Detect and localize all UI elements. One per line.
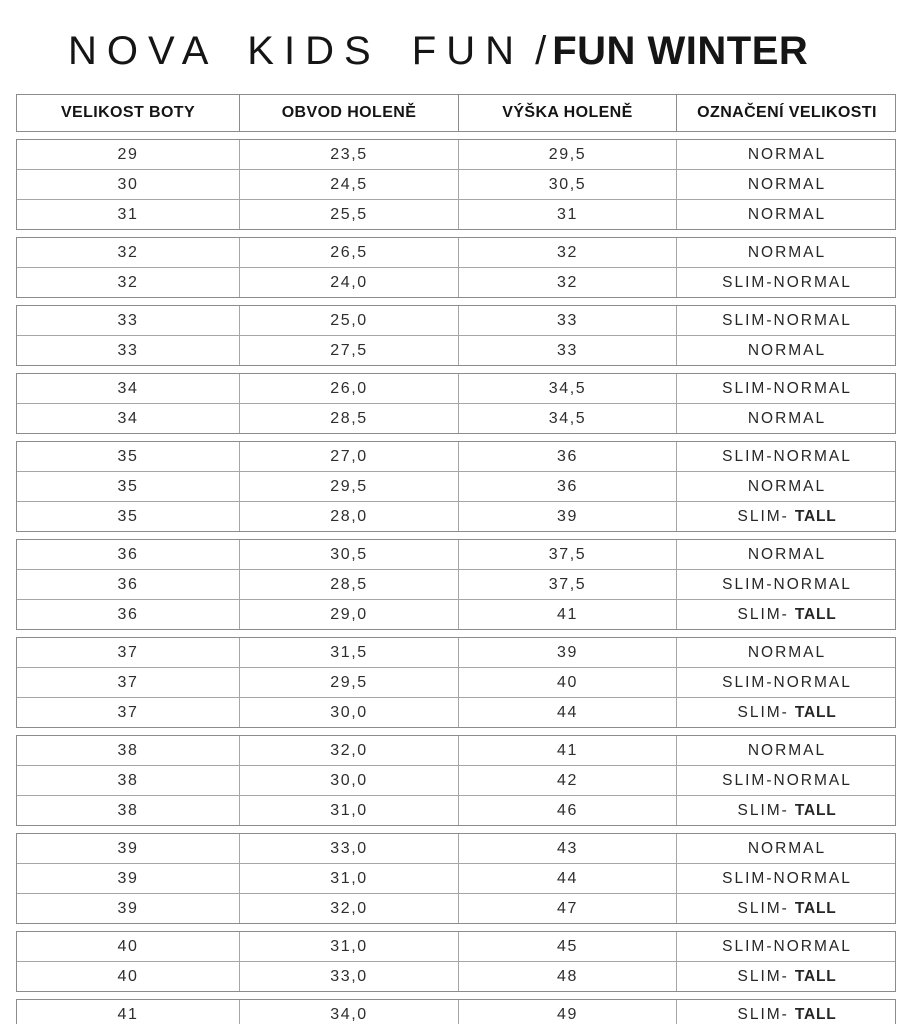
calf-height-cell: 37,5 (458, 540, 676, 569)
calf-height-cell: 34,5 (458, 404, 676, 433)
size-designation-cell (676, 736, 897, 765)
calf-circumference-cell: 30,5 (239, 540, 458, 569)
size-designation-cell (676, 600, 897, 629)
shoe-size-cell: 37 (117, 673, 139, 691)
calf-circumference-cell: 28,0 (239, 502, 458, 531)
size-designation-cell (676, 796, 897, 825)
size-designation-cell (676, 962, 897, 991)
size-designation-cell (676, 932, 897, 961)
size-group (16, 539, 896, 630)
calf-circumference-cell: 24,5 (239, 170, 458, 199)
table-row (17, 169, 895, 199)
shoe-size-cell: 39 (117, 899, 139, 917)
size-designation-bold-text: TALL (794, 507, 837, 525)
calf-height-cell: 44 (458, 698, 676, 727)
size-designation-text: SLIM- (737, 703, 789, 721)
calf-circumference-cell: 27,5 (239, 336, 458, 365)
size-designation-cell (676, 268, 897, 297)
size-designation-text: SLIM-NORMAL (722, 575, 852, 593)
size-designation-text: SLIM- (737, 507, 789, 525)
calf-circumference-cell: 27,0 (239, 442, 458, 471)
header-shoe-size: VELIKOST BOTY (60, 104, 196, 121)
calf-circumference-cell: 23,5 (239, 140, 458, 169)
title-model: FUN WINTER (552, 29, 809, 73)
calf-height-cell: 46 (458, 796, 676, 825)
table-row (17, 795, 895, 825)
shoe-size-cell: 38 (117, 771, 139, 789)
size-group (16, 999, 896, 1024)
header-calf-height: VÝŠKA HOLENĚ (458, 95, 676, 131)
calf-height-cell: 39 (458, 638, 676, 667)
calf-height-cell: 49 (458, 1000, 676, 1024)
calf-circumference-cell: 34,0 (239, 1000, 458, 1024)
size-designation-text: NORMAL (747, 741, 827, 759)
shoe-size-cell: 36 (117, 605, 139, 623)
size-designation-bold-text: TALL (794, 967, 837, 985)
shoe-size-cell: 38 (117, 801, 139, 819)
shoe-size-cell: 29 (117, 145, 139, 163)
size-group (16, 237, 896, 298)
size-designation-text: SLIM-NORMAL (722, 447, 852, 465)
calf-height-cell: 48 (458, 962, 676, 991)
shoe-size-cell: 35 (117, 507, 139, 525)
size-designation-bold-text: TALL (794, 899, 837, 917)
size-designation-cell (676, 404, 897, 433)
table-header-row (16, 94, 896, 132)
title-brand: NOVA KIDS FUN (68, 29, 524, 73)
table-body (16, 139, 896, 1024)
page-title (0, 0, 923, 72)
calf-circumference-cell: 33,0 (239, 962, 458, 991)
size-group (16, 373, 896, 434)
size-table (16, 94, 896, 1024)
table-row (17, 932, 895, 961)
calf-height-cell: 45 (458, 932, 676, 961)
shoe-size-cell: 35 (117, 477, 139, 495)
calf-height-cell: 41 (458, 736, 676, 765)
shoe-size-cell: 33 (117, 341, 139, 359)
shoe-size-cell: 34 (117, 379, 139, 397)
calf-circumference-cell: 31,0 (239, 932, 458, 961)
table-row (17, 238, 895, 267)
size-designation-text: SLIM- (737, 967, 789, 985)
calf-circumference-cell: 29,0 (239, 600, 458, 629)
size-designation-text: NORMAL (747, 243, 827, 261)
size-designation-cell (676, 570, 897, 599)
shoe-size-cell: 34 (117, 409, 139, 427)
calf-height-cell: 44 (458, 864, 676, 893)
size-designation-text: NORMAL (747, 545, 827, 563)
size-designation-cell (676, 442, 897, 471)
calf-height-cell: 36 (458, 442, 676, 471)
size-designation-cell (676, 306, 897, 335)
size-designation-cell (676, 336, 897, 365)
size-designation-cell (676, 894, 897, 923)
table-row (17, 335, 895, 365)
shoe-size-cell: 38 (117, 741, 139, 759)
size-group (16, 441, 896, 532)
calf-height-cell: 37,5 (458, 570, 676, 599)
calf-circumference-cell: 25,0 (239, 306, 458, 335)
size-group (16, 833, 896, 924)
calf-circumference-cell: 28,5 (239, 404, 458, 433)
calf-circumference-cell: 26,5 (239, 238, 458, 267)
size-designation-text: SLIM-NORMAL (722, 937, 852, 955)
shoe-size-cell: 30 (117, 175, 139, 193)
calf-height-cell: 32 (458, 238, 676, 267)
size-designation-text: SLIM-NORMAL (722, 869, 852, 887)
shoe-size-cell: 40 (117, 937, 139, 955)
calf-height-cell: 42 (458, 766, 676, 795)
calf-circumference-cell: 30,0 (239, 698, 458, 727)
table-row (17, 306, 895, 335)
calf-circumference-cell: 31,0 (239, 796, 458, 825)
shoe-size-cell: 41 (117, 1005, 139, 1023)
size-designation-cell (676, 200, 897, 229)
calf-circumference-cell: 32,0 (239, 894, 458, 923)
size-designation-bold-text: TALL (794, 703, 837, 721)
shoe-size-cell: 36 (117, 545, 139, 563)
size-designation-text: NORMAL (747, 145, 827, 163)
size-designation-cell (676, 502, 897, 531)
shoe-size-cell: 37 (117, 643, 139, 661)
size-designation-text: SLIM-NORMAL (722, 273, 852, 291)
calf-circumference-cell: 29,5 (239, 668, 458, 697)
size-group (16, 931, 896, 992)
table-row (17, 599, 895, 629)
size-designation-cell (676, 638, 897, 667)
header-size-designation: OZNAČENÍ VELIKOSTI (676, 95, 897, 131)
calf-circumference-cell: 28,5 (239, 570, 458, 599)
size-designation-text: NORMAL (747, 839, 827, 857)
table-row (17, 140, 895, 169)
calf-height-cell: 33 (458, 306, 676, 335)
calf-circumference-cell: 29,5 (239, 472, 458, 501)
table-row (17, 442, 895, 471)
calf-height-cell: 33 (458, 336, 676, 365)
size-designation-cell (676, 238, 897, 267)
table-row (17, 403, 895, 433)
calf-height-cell: 40 (458, 668, 676, 697)
table-row (17, 638, 895, 667)
size-designation-text: SLIM-NORMAL (722, 771, 852, 789)
table-row (17, 667, 895, 697)
size-group (16, 735, 896, 826)
calf-height-cell: 43 (458, 834, 676, 863)
table-row (17, 501, 895, 531)
size-designation-text: NORMAL (747, 643, 827, 661)
calf-height-cell: 41 (458, 600, 676, 629)
calf-height-cell: 31 (458, 200, 676, 229)
calf-circumference-cell: 32,0 (239, 736, 458, 765)
size-designation-text: SLIM-NORMAL (722, 673, 852, 691)
title-separator: / (535, 29, 547, 73)
shoe-size-cell: 36 (117, 575, 139, 593)
table-row (17, 736, 895, 765)
calf-height-cell: 32 (458, 268, 676, 297)
size-designation-cell (676, 374, 897, 403)
calf-height-cell: 39 (458, 502, 676, 531)
calf-circumference-cell: 25,5 (239, 200, 458, 229)
size-designation-cell (676, 834, 897, 863)
calf-height-cell: 34,5 (458, 374, 676, 403)
table-row (17, 471, 895, 501)
size-designation-cell (676, 140, 897, 169)
shoe-size-cell: 39 (117, 839, 139, 857)
shoe-size-cell: 33 (117, 311, 139, 329)
calf-height-cell: 36 (458, 472, 676, 501)
table-row (17, 540, 895, 569)
shoe-size-cell: 32 (117, 273, 139, 291)
size-designation-cell (676, 170, 897, 199)
shoe-size-cell: 37 (117, 703, 139, 721)
table-row (17, 1000, 895, 1024)
calf-height-cell: 47 (458, 894, 676, 923)
table-row (17, 834, 895, 863)
shoe-size-cell: 40 (117, 967, 139, 985)
calf-circumference-cell: 24,0 (239, 268, 458, 297)
size-group (16, 637, 896, 728)
size-designation-cell (676, 698, 897, 727)
size-designation-text: NORMAL (747, 477, 827, 495)
size-designation-text: SLIM- (737, 605, 789, 623)
size-designation-text: SLIM- (737, 1005, 789, 1023)
size-designation-bold-text: TALL (794, 801, 837, 819)
header-calf-circumference: OBVOD HOLENĚ (239, 95, 458, 131)
calf-circumference-cell: 30,0 (239, 766, 458, 795)
size-designation-text: SLIM- (737, 899, 789, 917)
size-designation-text: NORMAL (747, 341, 827, 359)
size-designation-text: NORMAL (747, 175, 827, 193)
size-designation-cell (676, 1000, 897, 1024)
table-row (17, 697, 895, 727)
calf-circumference-cell: 33,0 (239, 834, 458, 863)
size-group (16, 305, 896, 366)
table-row (17, 961, 895, 991)
size-designation-text: SLIM- (737, 801, 789, 819)
size-designation-cell (676, 472, 897, 501)
size-designation-bold-text: TALL (794, 1005, 837, 1023)
calf-height-cell: 29,5 (458, 140, 676, 169)
size-designation-bold-text: TALL (794, 605, 837, 623)
table-row (17, 267, 895, 297)
table-row (17, 863, 895, 893)
shoe-size-cell: 31 (117, 205, 139, 223)
table-row (17, 893, 895, 923)
shoe-size-cell: 32 (117, 243, 139, 261)
table-row (17, 765, 895, 795)
calf-circumference-cell: 26,0 (239, 374, 458, 403)
calf-circumference-cell: 31,5 (239, 638, 458, 667)
table-row (17, 199, 895, 229)
size-designation-text: NORMAL (747, 205, 827, 223)
size-designation-text: NORMAL (747, 409, 827, 427)
shoe-size-cell: 39 (117, 869, 139, 887)
size-designation-cell (676, 766, 897, 795)
size-designation-text: SLIM-NORMAL (722, 379, 852, 397)
size-designation-cell (676, 668, 897, 697)
size-designation-cell (676, 540, 897, 569)
size-designation-cell (676, 864, 897, 893)
calf-circumference-cell: 31,0 (239, 864, 458, 893)
shoe-size-cell: 35 (117, 447, 139, 465)
size-group (16, 139, 896, 230)
table-row (17, 374, 895, 403)
table-row (17, 569, 895, 599)
size-designation-text: SLIM-NORMAL (722, 311, 852, 329)
calf-height-cell: 30,5 (458, 170, 676, 199)
